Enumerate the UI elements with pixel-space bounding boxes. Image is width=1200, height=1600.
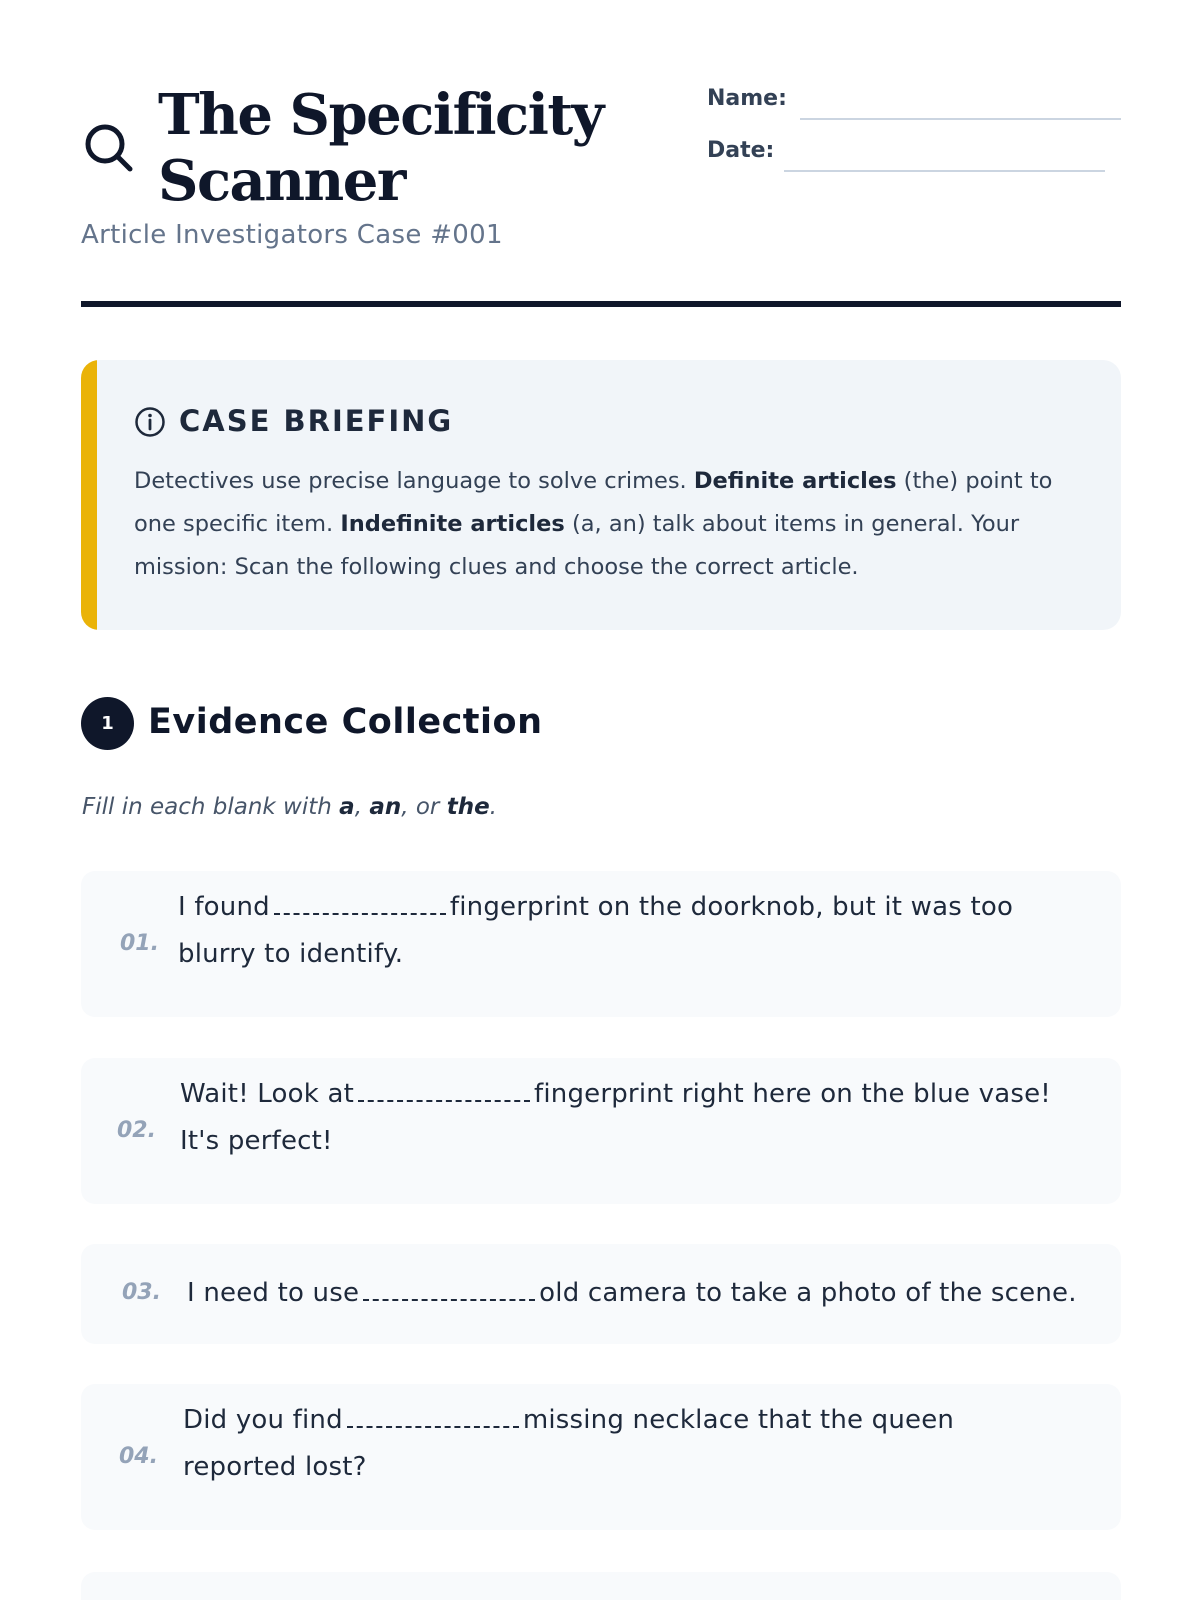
question-card [81, 1058, 1121, 1204]
question-text-after: missing necklace that the queen reported lost? [183, 1405, 955, 1482]
worksheet-page [81, 0, 1121, 1600]
question-text-after: fingerprint right here on the blue vase! It's perfect! [180, 1079, 1051, 1156]
question-card [81, 1384, 1121, 1530]
case-subtitle: Article Investigators Case #001 [81, 220, 503, 250]
answer-blank[interactable] [347, 1408, 519, 1428]
title-line-2: Scanner [158, 148, 405, 214]
indefinite-articles-term: Indefinite articles [340, 511, 565, 537]
question-text-before: I found [178, 892, 270, 922]
date-field[interactable] [784, 170, 1105, 172]
instructions [82, 794, 497, 820]
question-text-after: fingerprint on the doorknob, but it was too blurry to identify. [178, 892, 1014, 969]
answer-blank[interactable] [363, 1281, 535, 1301]
briefing-text [134, 460, 1094, 589]
definite-articles-term: Definite articles [693, 468, 897, 494]
question-number: 03. [122, 1280, 161, 1305]
worksheet-header [81, 82, 1121, 262]
question-text-before: I need to use [187, 1278, 360, 1308]
instructions-text: Fill in each blank with [82, 794, 340, 820]
info-icon [134, 406, 166, 438]
answer-blank[interactable] [358, 1082, 530, 1102]
question-text [183, 1397, 1013, 1491]
question-card [81, 1244, 1121, 1344]
question-text [178, 884, 1058, 978]
option-the: the [446, 794, 490, 820]
briefing-title: CASE BRIEFING [179, 404, 454, 438]
option-a: a [339, 794, 355, 820]
question-text [187, 1270, 1117, 1317]
question-text-after: old camera to take a photo of the scene. [539, 1278, 1077, 1308]
briefing-accent-bar [81, 360, 97, 630]
instructions-text: , or [401, 794, 447, 820]
question-card [81, 871, 1121, 1017]
question-number: 02. [117, 1118, 156, 1143]
title-line-1: The Specificity [158, 82, 603, 148]
search-icon [84, 123, 134, 173]
question-text [180, 1071, 1090, 1165]
name-field[interactable] [800, 118, 1121, 120]
briefing-text-part: (a, an) talk about items in general. Your mission: Scan the following clues and choose the correct article. [134, 511, 1020, 580]
date-row [707, 138, 1121, 190]
briefing-text-part: Detectives use precise language to solve crimes. [134, 468, 694, 494]
student-info [707, 86, 1121, 190]
question-text-before: Did you find [183, 1405, 343, 1435]
answer-blank[interactable] [274, 895, 446, 915]
page-title [158, 82, 698, 214]
name-label: Name: [707, 86, 787, 111]
case-briefing-panel [81, 360, 1121, 630]
instructions-text: , [354, 794, 370, 820]
section-number-badge: 1 [81, 697, 134, 750]
question-number: 01. [120, 931, 159, 956]
question-text-before: Wait! Look at [180, 1079, 354, 1109]
header-divider [81, 301, 1121, 307]
date-label: Date: [707, 138, 775, 163]
name-row [707, 86, 1121, 138]
briefing-text-part: (the) point to one specific item. [134, 468, 1053, 537]
question-card [81, 1572, 1121, 1600]
option-an: an [369, 794, 402, 820]
question-number: 04. [119, 1444, 158, 1469]
instructions-text: . [489, 794, 497, 820]
section-title: Evidence Collection [148, 702, 543, 742]
